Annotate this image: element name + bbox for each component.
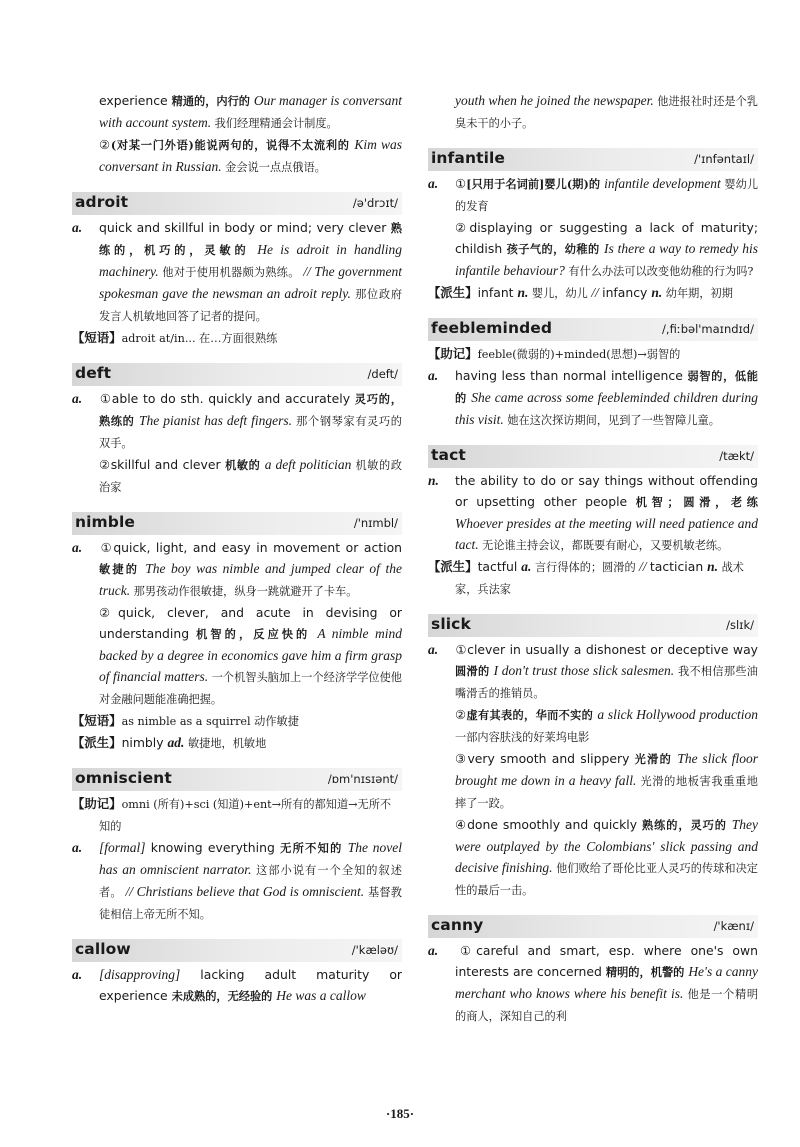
- definition: a. ①quick, light, and easy in movement or action 敏捷的 The boy was nimble and jumped clear of the truck. 那男孩动作很敏捷，纵身一跳就避开了卡车。: [72, 540, 402, 598]
- headword-bar-omniscient: [72, 768, 402, 791]
- left-column: [72, 92, 402, 1007]
- headword: infantile: [431, 149, 506, 167]
- definition-sense-2: ②skillful and clever 机敏的 a deft politician 机敏的政治家: [99, 457, 402, 494]
- headword: deft: [75, 364, 112, 382]
- derivation-line: 【派生】tactful a. 言行得体的；圆滑的 // tactician n. 战术家，兵法家: [428, 559, 744, 596]
- page-number: ·185·: [385, 1106, 415, 1121]
- definition-sense-2: ②虚有其表的，华而不实的 a slick Hollywood production 一部内容肤浅的好莱坞电影: [455, 707, 759, 744]
- headword: feebleminded: [431, 319, 553, 337]
- definition: a. having less than normal intelligence 弱智的，低能的 She came across some feebleminded children during this visit. 她在这次探访期间，见到了一些智障儿童。: [428, 368, 758, 427]
- definition-sense-2: ②displaying or suggesting a lack of maturity; childish 孩子气的，幼稚的 Is there a way to remedy his infantile behaviour? 有什么办法可以改变他幼稚的行为吗?: [455, 220, 759, 278]
- headword-bar-nimble: [72, 512, 402, 535]
- definition-sense-3: ③very smooth and slippery 光滑的 The slick floor brought me down in a heavy fall. 光滑的地板害我重重地摔了一跤。: [455, 751, 759, 810]
- memo-line: 【助记】feeble(微弱的)+minded(思想)→弱智的: [428, 346, 681, 361]
- headword-bar-deft: [72, 363, 402, 386]
- headword-bar-infantile: [428, 148, 758, 171]
- headword: tact: [431, 446, 466, 464]
- pronunciation: /'kæləʊ/: [351, 943, 398, 957]
- headword: nimble: [75, 513, 136, 531]
- headword-bar-callow: [72, 939, 402, 962]
- pronunciation: /tækt/: [719, 449, 754, 463]
- headword: callow: [75, 940, 131, 958]
- phrase-line: 【短语】as nimble as a squirrel 动作敏捷: [72, 713, 299, 728]
- continuation-entry: experience 精通的，内行的 Our manager is conversant with account system. 我们经理精通会计制度。: [99, 93, 402, 130]
- headword: omniscient: [75, 769, 172, 787]
- headword: adroit: [75, 193, 129, 211]
- headword-bar-slick: [428, 614, 758, 637]
- definition-sense-2: ②quick, clever, and acute in devising or understanding 机智的，反应快的 A nimble mind backed by a degree in economics gave him a firm grasp of financial matters. 一个机智头脑加上一个经济学学位使他对金融问题能准确把握。: [99, 605, 403, 706]
- derivation-line: 【派生】infant n. 婴儿，幼儿 // infancy n. 幼年期，初期: [428, 285, 733, 300]
- continuation-entry: youth when he joined the newspaper. 他进报社时还是个乳臭未干的小子。: [455, 93, 758, 130]
- pronunciation: /'ɪnfəntaɪl/: [694, 152, 754, 166]
- pronunciation: /ə'drɔɪt/: [352, 196, 398, 210]
- pronunciation: /'kænɪ/: [713, 919, 754, 933]
- definition: n. the ability to do or say things without offending or upsetting other people 机智；圆滑，老练 Whoever presides at the meeting will need patience and tact. 无论谁主持会议，都既要有耐心，又要机敏老练。: [428, 473, 758, 552]
- definition: a. ①careful and smart, esp. where one's own interests are concerned 精明的，机警的 He's a canny merchant who knows where his benefit is. 他是一个精明的商人，深知自己的利: [428, 943, 759, 1023]
- definition: a. quick and skillful in body or mind; very clever 熟练的，机巧的，灵敏的 He is adroit in handling machinery. 他对于使用机器颇为熟练。 // The government spokesman gave the newsman an adroit reply. 那位政府发言人机敏地回答了记者的提问。: [72, 220, 403, 323]
- pronunciation: /'nɪmbl/: [353, 516, 398, 530]
- definition-sense-4: ④done smoothly and quickly 熟练的，灵巧的 They were outplayed by the Colombians' slick passing and decisive finishing. 他们败给了哥伦比亚人灵巧的传球和决定性的最后一击。: [455, 817, 758, 897]
- headword: slick: [431, 615, 471, 633]
- memo-line: 【助记】omni (所有)+sci (知道)+ent→所有的都知道→无所不知的: [72, 796, 392, 833]
- pronunciation: /slɪk/: [726, 618, 754, 632]
- definition: a. ①clever in usually a dishonest or deceptive way 圆滑的 I don't trust those slick salesmen. 我不相信那些油嘴滑舌的推销员。: [428, 642, 758, 700]
- headword-bar-adroit: [72, 192, 402, 215]
- continuation-sense-2: ②(对某一门外语)能说两句的，说得不太流利的 Kim was conversant in Russian. 金会说一点点俄语。: [99, 137, 403, 174]
- headword-bar-feebleminded: [428, 318, 758, 341]
- definition: a. [formal] knowing everything 无所不知的 The novel has an omniscient narrator. 这部小说有一个全知的叙述者。 // Christians believe that God is omniscient. 基督教徒相信上帝无所不知。: [72, 840, 402, 921]
- headword-bar-tact: [428, 445, 758, 468]
- pronunciation: /ɒm'nɪsɪənt/: [327, 772, 398, 786]
- right-column: [428, 92, 758, 1027]
- phrase-line: 【短语】adroit at/in... 在…方面很熟练: [72, 330, 278, 345]
- pronunciation: /,fiːbəl'maɪndɪd/: [662, 322, 754, 336]
- pronunciation: /deft/: [367, 367, 398, 381]
- headword-bar-canny: [428, 915, 758, 938]
- definition: a. ①[只用于名词前]婴儿(期)的 infantile development 婴幼儿的发育: [428, 176, 759, 213]
- derivation-line: 【派生】nimbly ad. 敏捷地，机敏地: [72, 735, 267, 750]
- definition: a. ①able to do sth. quickly and accurately 灵巧的，熟练的 The pianist has deft fingers. 那个钢琴家有灵巧的双手。: [72, 391, 402, 450]
- definition: a. [disapproving] lacking adult maturity or experience 未成熟的，无经验的 He was a callow: [72, 967, 402, 1003]
- headword: canny: [431, 916, 484, 934]
